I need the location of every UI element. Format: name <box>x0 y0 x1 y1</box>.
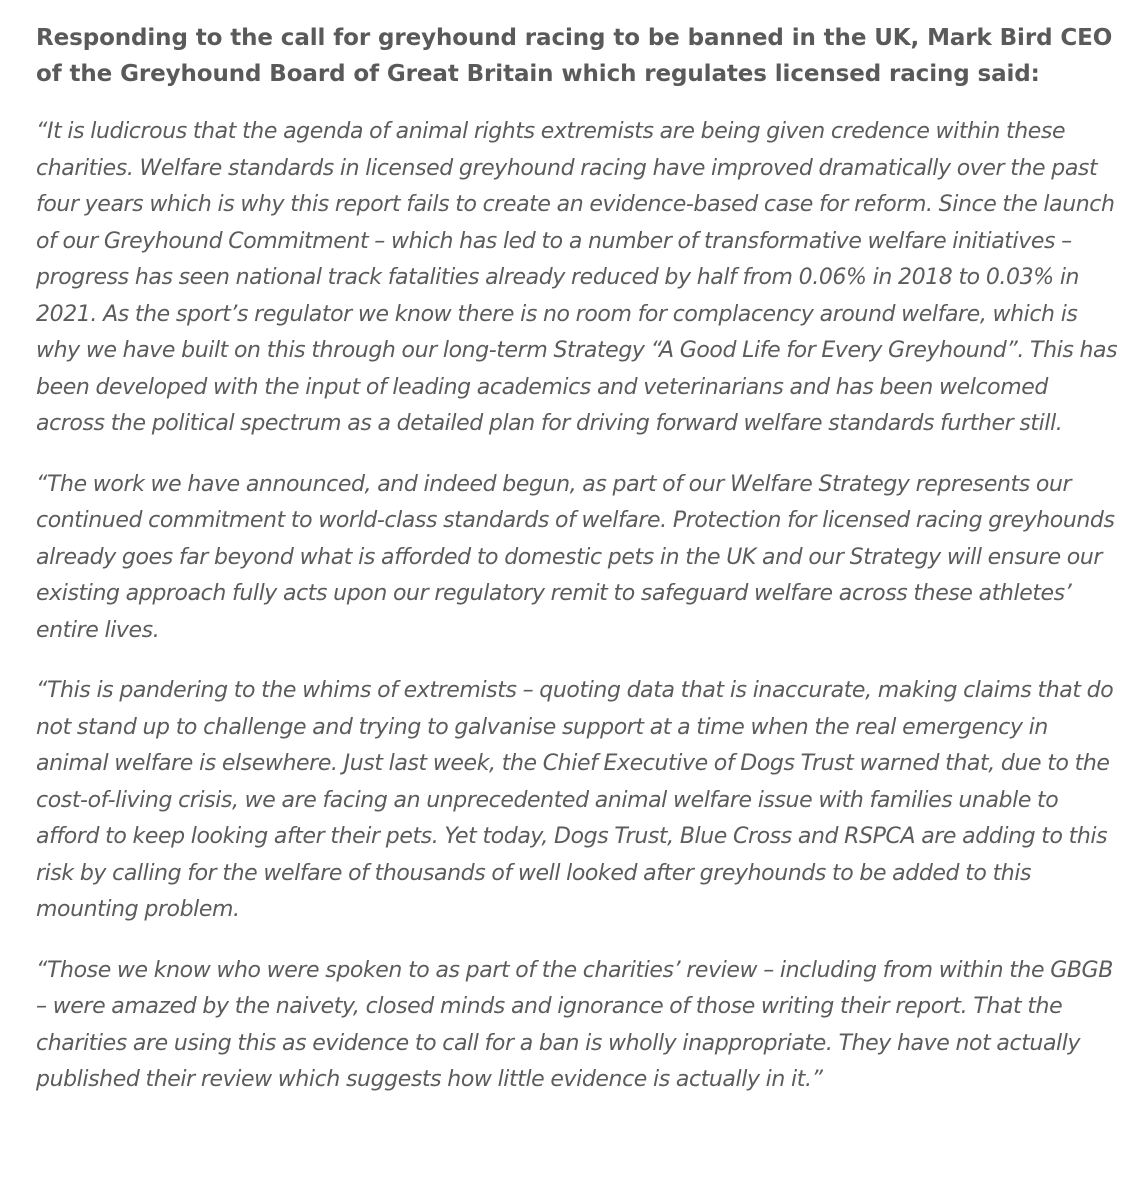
quote-paragraph-2: “The work we have announced, and indeed begun, as part of our Welfare Strategy represents our continued commitment to world-class standards of welfare. Protection for licensed racing greyhounds already goes far beyond what is afforded to domestic pets in the UK and our Strategy will ensure our existing approach fully acts upon our regulatory remit to safeguard welfare across these athletes’ entire lives. <box>36 471 1115 643</box>
quote-paragraph-1: “It is ludicrous that the agenda of animal rights extremists are being given credence within these charities. Welfare standards in licensed greyhound racing have improved dramatically over the past four years which is why this report fails to create an evidence-based case for reform. Since the launch of our Greyhound Commitment – which has led to a number of transformative welfare initiatives – progress has seen national track fatalities already reduced by half from 0.06% in 2018 to 0.03% in 2021. As the sport’s regulator we know there is no room for complacency around welfare, which is why we have built on this through our long-term Strategy “A Good Life for Every Greyhound”. This has been developed with the input of leading academics and veterinarians and has been welcomed across the political spectrum as a detailed plan for driving forward welfare standards further still. <box>36 119 1118 436</box>
article-body <box>36 20 1121 1123</box>
quote-paragraph-4: “Those we know who were spoken to as part of the charities’ review – including from within the GBGB – were amazed by the naivety, closed minds and ignorance of those writing their report. That the charities are using this as evidence to call for a ban is wholly inappropriate. They have not actually published their review which suggests how little evidence is actually in it.” <box>36 957 1113 1092</box>
lead-statement: Responding to the call for greyhound racing to be banned in the UK, Mark Bird CEO of the Greyhound Board of Great Britain which regulates licensed racing said: <box>36 25 1113 87</box>
quote-paragraph-3: “This is pandering to the whims of extremists – quoting data that is inaccurate, making claims that do not stand up to challenge and trying to galvanise support at a time when the real emergency in animal welfare is elsewhere. Just last week, the Chief Executive of Dogs Trust warned that, due to the cost-of-living crisis, we are facing an unprecedented animal welfare issue with families unable to afford to keep looking after their pets. Yet today, Dogs Trust, Blue Cross and RSPCA are adding to this risk by calling for the welfare of thousands of well looked after greyhounds to be added to this mounting problem. <box>36 678 1114 922</box>
